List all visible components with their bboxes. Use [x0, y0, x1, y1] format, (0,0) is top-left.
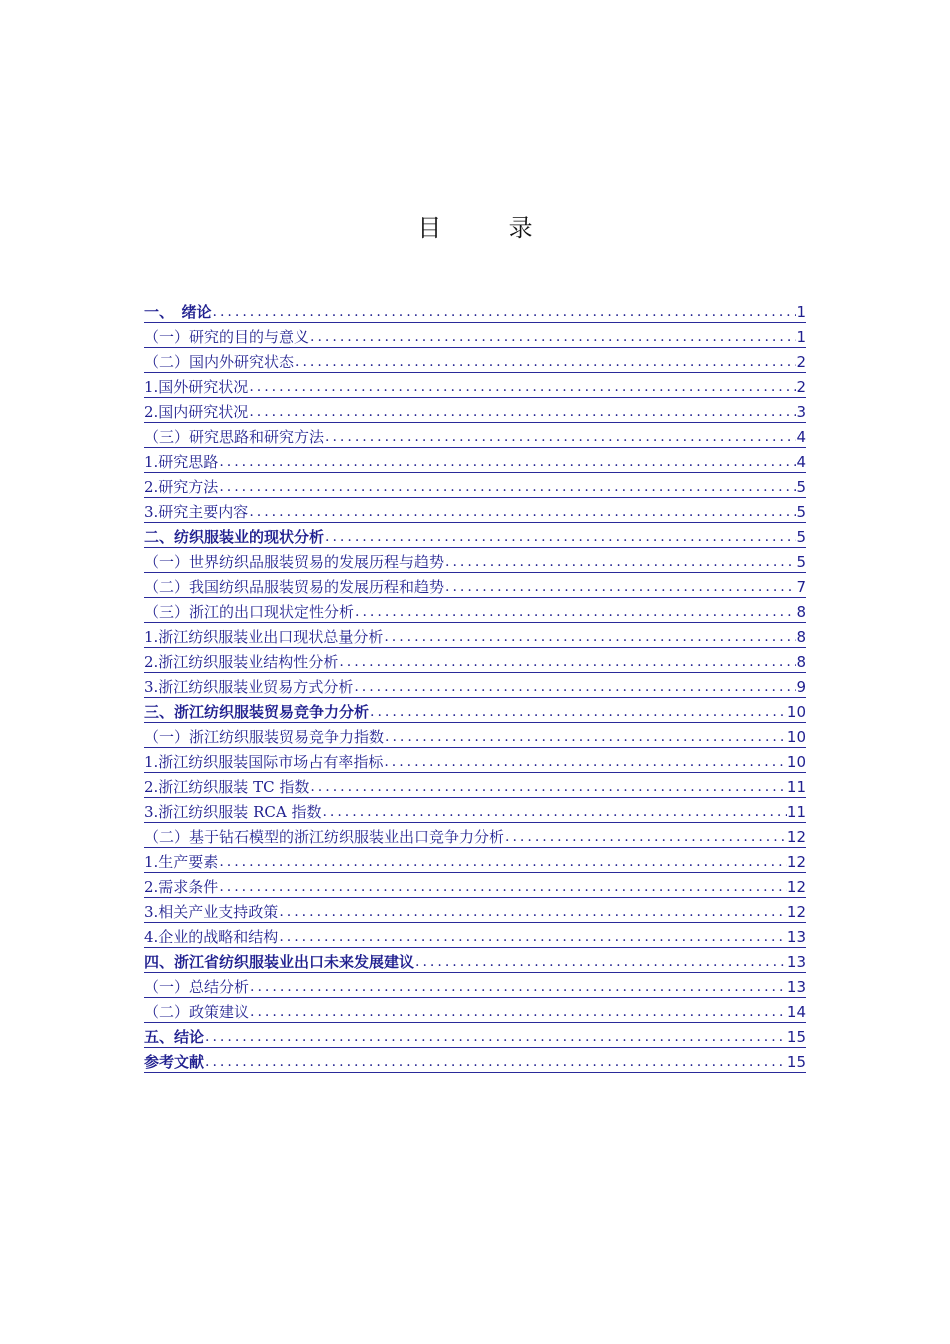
toc-entry[interactable] [144, 748, 806, 773]
toc-dot-leader [249, 403, 796, 422]
toc-entry-page-number: 10 [786, 753, 806, 771]
toc-entry-page-number: 10 [786, 703, 806, 721]
toc-entry-label: 3.浙江纺织服装业贸易方式分析 [144, 678, 354, 696]
toc-dot-leader [279, 903, 787, 922]
toc-dot-leader [205, 1028, 787, 1047]
toc-dot-leader [385, 728, 787, 747]
toc-entry[interactable] [144, 598, 806, 623]
toc-entry-label: （一）世界纺织品服装贸易的发展历程与趋势 [144, 553, 445, 571]
toc-dot-leader [205, 1053, 787, 1072]
toc-dot-leader [355, 603, 796, 622]
toc-entry-label: 二、纺织服装业的现状分析 [144, 528, 325, 546]
toc-entry-label: 2.国内研究状况 [144, 403, 249, 421]
toc-dot-leader [219, 878, 787, 897]
toc-entry[interactable] [144, 523, 806, 548]
toc-dot-leader [339, 653, 796, 672]
toc-entry-label: （一）研究的目的与意义 [144, 328, 310, 346]
toc-dot-leader [249, 503, 796, 522]
toc-entry[interactable] [144, 498, 806, 523]
toc-dot-leader [249, 378, 796, 397]
toc-entry-label: 2.浙江纺织服装业结构性分析 [144, 653, 339, 671]
toc-entry-label: 3.浙江纺织服装 RCA 指数 [144, 803, 322, 821]
toc-entry[interactable] [144, 823, 806, 848]
toc-entry[interactable] [144, 373, 806, 398]
toc-dot-leader [384, 628, 796, 647]
toc-entry[interactable] [144, 548, 806, 573]
toc-entry[interactable] [144, 323, 806, 348]
toc-entry[interactable] [144, 973, 806, 998]
toc-entry-page-number: 13 [786, 953, 806, 971]
toc-entry-page-number: 3 [796, 403, 806, 421]
toc-dot-leader [384, 753, 787, 772]
toc-dot-leader [310, 778, 787, 797]
toc-entry-label: 1.国外研究状况 [144, 378, 249, 396]
toc-entry[interactable] [144, 948, 806, 973]
toc-dot-leader [213, 303, 797, 322]
toc-entry-page-number: 11 [786, 778, 806, 796]
toc-entry[interactable] [144, 448, 806, 473]
toc-entry[interactable] [144, 573, 806, 598]
toc-dot-leader [250, 978, 787, 997]
toc-dot-leader [370, 703, 787, 722]
toc-entry[interactable] [144, 473, 806, 498]
toc-entry-label: （二）基于钻石模型的浙江纺织服装业出口竞争力分析 [144, 828, 505, 846]
toc-dot-leader [445, 578, 796, 597]
toc-entry[interactable] [144, 698, 806, 723]
toc-entry[interactable] [144, 773, 806, 798]
toc-entry[interactable] [144, 873, 806, 898]
toc-entry[interactable] [144, 423, 806, 448]
toc-entry-page-number: 9 [796, 678, 806, 696]
toc-entry-label: （三）浙江的出口现状定性分析 [144, 603, 355, 621]
toc-dot-leader [325, 428, 796, 447]
toc-entry-label: （二）政策建议 [144, 1003, 250, 1021]
toc-entry-label: 1.生产要素 [144, 853, 219, 871]
toc-entry-label: 一、 绪论 [144, 303, 212, 321]
toc-entry-label: 四、浙江省纺织服装业出口未来发展建议 [144, 953, 415, 971]
toc-entry-page-number: 12 [786, 878, 806, 896]
toc-entry[interactable] [144, 1023, 806, 1048]
toc-entry-page-number: 5 [796, 528, 806, 546]
toc-dot-leader [219, 853, 787, 872]
toc-entry[interactable] [144, 673, 806, 698]
toc-entry[interactable] [144, 648, 806, 673]
toc-entry[interactable] [144, 623, 806, 648]
toc-entry-page-number: 12 [786, 903, 806, 921]
toc-entry-page-number: 13 [786, 978, 806, 996]
toc-entry-page-number: 12 [786, 853, 806, 871]
toc-dot-leader [415, 953, 787, 972]
toc-entry[interactable] [144, 798, 806, 823]
toc-entry[interactable] [144, 398, 806, 423]
toc-entry-page-number: 11 [786, 803, 806, 821]
toc-entry-label: 参考文献 [144, 1053, 205, 1071]
toc-entry-label: 五、结论 [144, 1028, 205, 1046]
toc-entry-page-number: 1 [796, 328, 806, 346]
toc-dot-leader [219, 453, 796, 472]
toc-entry-label: 1.浙江纺织服装业出口现状总量分析 [144, 628, 384, 646]
toc-entry[interactable] [144, 1048, 806, 1073]
toc-dot-leader [445, 553, 796, 572]
toc-entry-label: 3.研究主要内容 [144, 503, 249, 521]
toc-entry[interactable] [144, 998, 806, 1023]
toc-entry-page-number: 5 [796, 553, 806, 571]
toc-entry-page-number: 4 [796, 428, 806, 446]
toc-dot-leader [219, 478, 796, 497]
toc-dot-leader [250, 1003, 787, 1022]
toc-entry-page-number: 15 [786, 1053, 806, 1071]
toc-entry[interactable] [144, 848, 806, 873]
toc-entry-page-number: 13 [786, 928, 806, 946]
toc-entry-label: （一）浙江纺织服装贸易竞争力指数 [144, 728, 385, 746]
toc-entry-page-number: 10 [786, 728, 806, 746]
toc-entry[interactable] [144, 723, 806, 748]
toc-entry-page-number: 12 [786, 828, 806, 846]
toc-dot-leader [310, 328, 796, 347]
toc-entry-label: 2.浙江纺织服装 TC 指数 [144, 778, 310, 796]
toc-entry[interactable] [144, 298, 806, 323]
toc-entry-label: 1.研究思路 [144, 453, 219, 471]
toc-entry-page-number: 8 [796, 653, 806, 671]
toc-entry-page-number: 1 [796, 303, 806, 321]
toc-dot-leader [322, 803, 786, 822]
toc-entry-label: （二）我国纺织品服装贸易的发展历程和趋势 [144, 578, 445, 596]
toc-entry-label: 三、浙江纺织服装贸易竞争力分析 [144, 703, 370, 721]
toc-entry[interactable] [144, 898, 806, 923]
toc-entry-label: 4.企业的战略和结构 [144, 928, 279, 946]
toc-entry-page-number: 15 [786, 1028, 806, 1046]
toc-entry-page-number: 4 [796, 453, 806, 471]
toc-entry-page-number: 2 [796, 378, 806, 396]
toc-entry-label: 3.相关产业支持政策 [144, 903, 279, 921]
toc-entry-page-number: 5 [796, 503, 806, 521]
toc-dot-leader [295, 353, 796, 372]
toc-dot-leader [279, 928, 787, 947]
toc-entry-label: 2.需求条件 [144, 878, 219, 896]
toc-entry-page-number: 8 [796, 628, 806, 646]
toc-entry-label: 1.浙江纺织服装国际市场占有率指标 [144, 753, 384, 771]
toc-entry-page-number: 14 [786, 1003, 806, 1021]
toc-entry-label: （二）国内外研究状态 [144, 353, 295, 371]
toc-dot-leader [354, 678, 796, 697]
toc-entry-label: （一）总结分析 [144, 978, 250, 996]
toc-entry-page-number: 5 [796, 478, 806, 496]
toc-dot-leader [325, 528, 796, 547]
table-of-contents [144, 298, 806, 1073]
toc-entry-page-number: 2 [796, 353, 806, 371]
toc-entry-page-number: 7 [796, 578, 806, 596]
toc-entry[interactable] [144, 923, 806, 948]
toc-entry-label: （三）研究思路和研究方法 [144, 428, 325, 446]
toc-dot-leader [505, 828, 787, 847]
toc-entry[interactable] [144, 348, 806, 373]
page-title: 目 录 [417, 214, 555, 242]
toc-entry-page-number: 8 [796, 603, 806, 621]
toc-entry-label: 2.研究方法 [144, 478, 219, 496]
